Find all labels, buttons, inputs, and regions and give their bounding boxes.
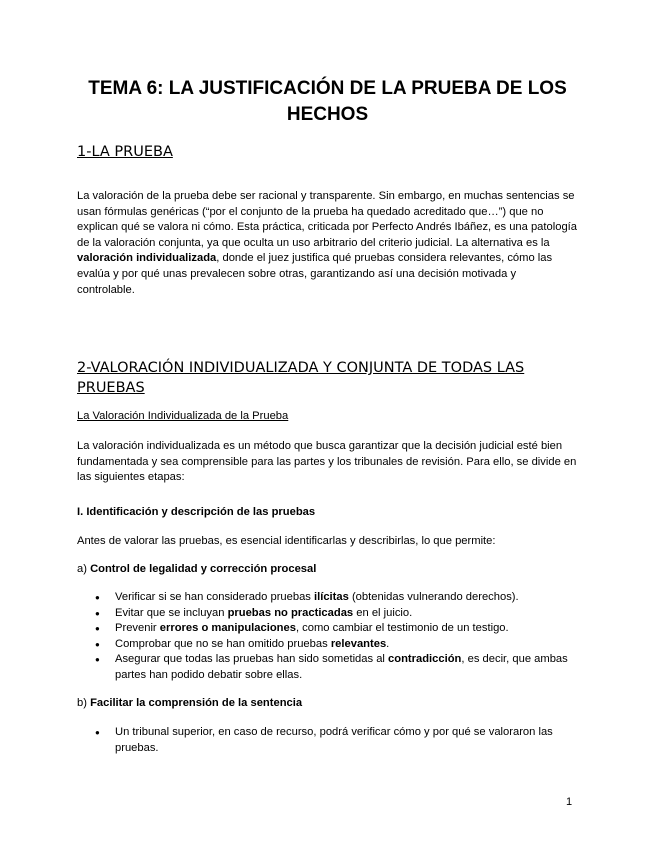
list-item [77, 652, 577, 683]
point-a-prefix: a) [77, 563, 91, 575]
point-b-list [77, 725, 577, 756]
text-run: La valoración de la prueba debe ser racional y transparente. Sin embargo, en muchas sentencias se usan fórmulas genéricas (“por el conjunto de la prueba ha quedado acreditado que…”) que no explican qué se valora ni cómo. Esta práctica, criticada por Perfecto Andrés Ibáñez, es una patología de la valoración conjunta, ya que oculta un uso arbitrario del criterio judicial. La alternativa es la [77, 190, 577, 249]
list-item [77, 606, 577, 622]
text-run: , es decir, que ambas partes han podido debatir sobre ellas. [115, 653, 568, 681]
section-2-intro: La valoración individualizada es un método que busca garantizar que la decisión judicial esté bien fundamentada y sea comprensible para las partes y los tribunales de revisión. Para ello, se divide en las siguientes etapas: [77, 440, 577, 484]
stage-1-intro: Antes de valorar las pruebas, es esencial identificarlas y describirlas, lo que permite: [77, 535, 496, 547]
point-a-heading [77, 562, 577, 578]
text-run: , donde el juez justifica qué pruebas considera relevantes, cómo las evalúa y por qué unas prevalecen sobre otras, garantizando así una decisión motivada y controlable. [77, 252, 553, 296]
point-a-list [77, 590, 577, 684]
text-run: , como cambiar el testimonio de un testigo. [295, 622, 509, 635]
section-1-paragraph [77, 189, 577, 298]
section-2-subheading: La Valoración Individualizada de la Prueba [77, 410, 289, 422]
bold-term: contradicción [388, 653, 462, 666]
bold-term: valoración individualizada [77, 252, 217, 265]
text-run: Asegurar que todas las pruebas han sido sometidas al [115, 653, 389, 666]
text-run: Comprobar que no se han omitido pruebas [115, 637, 331, 650]
point-a-label: Control de legalidad y corrección procesal [90, 563, 317, 575]
text-run: (obtenidas vulnerando derechos). [348, 591, 519, 603]
point-b-label: Facilitar la comprensión de la sentencia [90, 697, 303, 709]
bold-term: ilícitas [314, 591, 349, 603]
point-b-heading [77, 696, 577, 712]
point-b-prefix: b) [77, 697, 91, 709]
stage-1-heading-text: I. Identificación y descripción de las pruebas [77, 506, 316, 518]
list-item [77, 590, 577, 606]
section-2-heading: 2-VALORACIÓN INDIVIDUALIZADA Y CONJUNTA DE TODAS LAS PRUEBAS [77, 360, 525, 396]
list-item: ● Un tribunal superior, en caso de recurso, podrá verificar cómo y por qué se valoraron las pruebas. [77, 725, 577, 756]
text-run: . [386, 637, 390, 650]
document-title: TEMA 6: LA JUSTIFICACIÓN DE LA PRUEBA DE LOS HECHOS [88, 78, 567, 125]
text-run: Prevenir [115, 622, 160, 635]
list-item [77, 621, 577, 637]
page-number: 1 [566, 796, 573, 808]
bold-term: relevantes [330, 637, 387, 650]
section-1-heading: 1-LA PRUEBA [77, 144, 173, 160]
stage-1-heading [77, 505, 577, 521]
bold-term: pruebas no practicadas [227, 606, 354, 619]
list-item [77, 637, 577, 653]
text-run: Evitar que se incluyan [115, 606, 228, 619]
text-run: Verificar si se han considerado pruebas [115, 591, 315, 603]
bold-term: errores o manipulaciones [159, 622, 296, 635]
text-run: en el juicio. [353, 606, 413, 619]
